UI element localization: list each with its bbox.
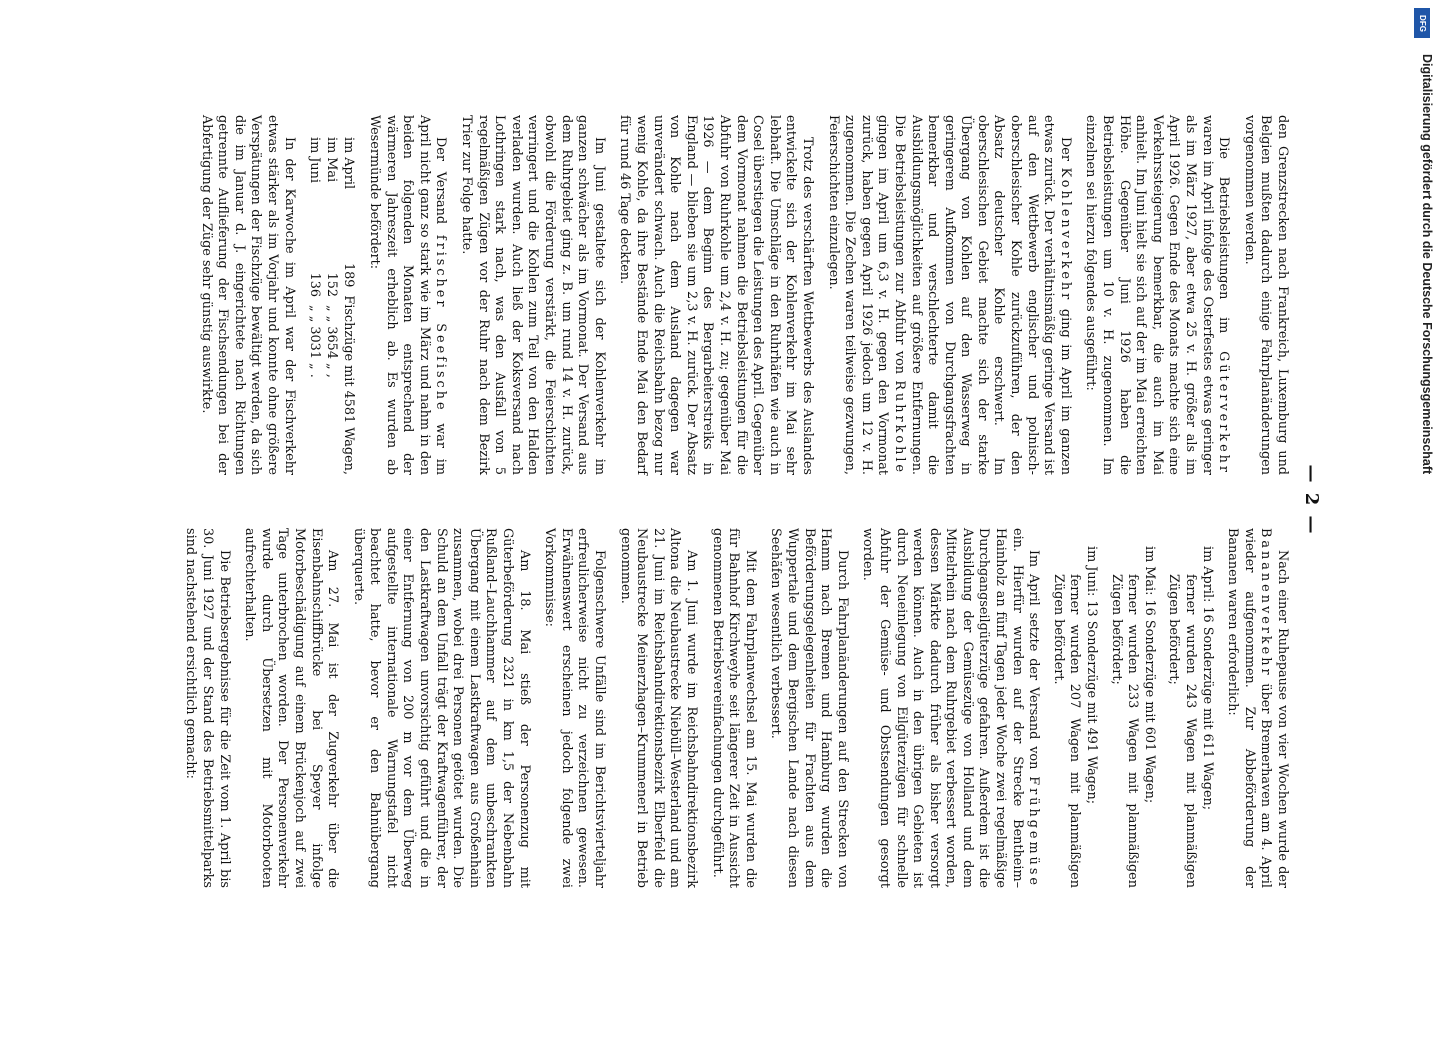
left-column bbox=[188, 115, 1290, 475]
paragraph: Der Versand frischer Seefische war im April nicht ganz so stark wie im März und nahm in den beiden folgenden Monaten entsprechend der wärmeren Jahreszeit erheblich ab. Es wurden ab Wesermünde befördert: bbox=[367, 115, 449, 475]
banana-stat: im Juni: 13 Sonderzüge mit 491 Wagen; ferner wurden 207 Wagen mit planmäßigen Zügen befördert. bbox=[1050, 546, 1100, 888]
banana-stat: im April: 16 Sonderzüge mit 611 Wagen; ferner wurden 243 Wagen mit planmäßigen Zügen befördert; bbox=[1166, 546, 1215, 888]
paragraph: Im Juni gestaltete sich der Kohlenverkehr im ganzen schwächer als im Vormonat. Der Versand aus dem Ruhrgebiet ging z. B. um rund 14 v. H. zurück, obwohl die Förderung verstärkt, die Feierschichten verringert und die Kohlen zum Teil von den Halden verladen wurden. Auch ließ der Koksversand nach Lothringen stark nach, was den Ausfall von 5 regelmäßigen Zügen vor der Ruhr nach dem Bezirk Trier zur Folge hatte. bbox=[459, 115, 607, 475]
table-row: im April 189 Fischzüge mit 4581 Wagen, bbox=[340, 137, 356, 475]
paragraph: Am 27. Mai ist der Zugverkehr über die Eisenbahnschiffbrücke bei Speyer infolge Motorbeschädigung auf einem Brückenjoch auf zwei Tage unterbrochen worden. Der Personenverkehr wurde durch Übersetzen mit Motorbooten aufrechterhalten. bbox=[242, 528, 341, 888]
paragraph: Am 18. Mai stieß der Personenzug mit Güterbeförderung 2321 in km 1,5 der Nebenbahn Rußland–Lauchhammer auf dem unbeschrankten Übergang mit einem Lastkraftwagen aus Großenhain zusammen, wobei drei Personen getötet wurden. Die Schuld an dem Unfall trägt der Kraftwagenführer, der den Lastkraftwagen unvorsichtig geführt und die in einer Entfernung von 200 m vor dem Überweg aufgestellte internationale Warnungstafel nicht beachtet hatte, bevor er den Bahnübergang überquerte. bbox=[350, 528, 532, 888]
digitization-note: Digitalisierung gefördert durch die Deutsche Forschungsgemeinschaft bbox=[1420, 54, 1434, 475]
paragraph: Mit dem Fahrplanwechsel am 15. Mai wurden die für Bahnhof Kirchweyhe seit längerer Zeit in Aussicht genommenen Betriebsvereinfachungen durchgeführt. bbox=[709, 528, 758, 888]
paragraph: Nach einer Ruhepause von vier Wochen wurde der Bananenverkehr über Bremerhaven am 4. April wieder aufgenommen. Zur Abbeförderung der Bananen waren erforderlich: bbox=[1225, 528, 1290, 888]
table-row: im Mai 152 „ „ 3654 „ , bbox=[323, 137, 339, 378]
digitization-sidebar bbox=[1396, 0, 1434, 1000]
paragraph: Die Betriebsergebnisse für die Zeit vom 1. April bis 30. Juni 1927 und der Stand des Betriebsmittelparks sind nachstehend ersichtlich gemacht: bbox=[183, 528, 232, 888]
paragraph: Durch Fahrplanänderungen auf den Strecken von Hamm nach Bremen und Hamburg wurden die Beförderungsgelegenheiten für Frachten aus dem Wuppertale und dem Bergischen Lande nach diesen Seehäfen wesentlich verbessert. bbox=[768, 528, 850, 888]
paragraph: Folgenschwere Unfälle sind im Berichtsvierteljahr erfreulicherweise nicht zu verzeichnen gewesen. Erwähnenswert erscheinen jedoch folgende zwei Vorkommnisse: bbox=[542, 528, 608, 888]
right-column bbox=[173, 528, 1290, 888]
paragraph: Die Betriebsleistungen im Güterverkehr waren im April infolge des Osterfestes etwas geringer als im März 1927, aber etwa 25 v. H. größer als im April 1926. Gegen Ende des Monats machte sich eine Verkehrssteigerung bemerkbar, die auch im Mai anhielt. Im Juni hielt sie sich auf der im Mai erreichten Höhe. Gegenüber Juni 1926 haben die Betriebsleistungen um 10 v. H. zugenommen. Im einzelnen sei hierzu folgendes ausgeführt: bbox=[1083, 115, 1232, 475]
paragraph: Im April setzte der Versand von Frühgemüse ein. Hierfür wurden auf der Strecke Bentheim–Hainholz an fünf Tagen jeder Woche zwei regelmäßige Durchgangseilgüterzüge gefahren. Außerdem ist die Ausbildung der Gemüsezüge von Holland und dem Mittelrhein nach dem Ruhrgebiet verbessert worden, dessen Märkte dadurch früher als bisher versorgt werden können. Auch in den übrigen Gebieten ist durch Neueinlegung von Eilgüterzügen für schnelle Abfuhr der Gemüse- und Obstsendungen gesorgt worden. bbox=[860, 528, 1042, 888]
table-row: im Juni 136 „ „ 3031 „ . bbox=[306, 137, 322, 378]
paragraph: den Grenzstrecken nach Frankreich, Luxemburg und Belgien mußten dadurch einige Fahrplanänderungen vorgenommen werden. bbox=[1241, 115, 1290, 475]
rotated-document-page bbox=[50, 0, 1330, 1000]
page-number: — 2 — bbox=[1301, 464, 1322, 536]
paragraph: In der Karwoche im April war der Fischverkehr etwas stärker als im Vorjahr und konnte ohne größere Verspätungen der Fischzüge bewältigt werden, da sich die im Januar d. J. eingerichtete nach Richtungen getrennte Auflieferung der Fischsendungen bei der Abfertigung der Züge sehr günstig auswirkte. bbox=[198, 115, 297, 475]
banana-stat: im Mai: 16 Sonderzüge mit 601 Wagen; ferner wurden 233 Wagen mit planmäßigen Zügen befördert; bbox=[1108, 546, 1157, 888]
paragraph: Trotz des verschärften Wettbewerbs des Auslandes entwickelte sich der Kohlenverkehr im Mai sehr lebhaft. Die Umschläge in den Ruhrhäfen wie auch in Cosel überstiegen die Leistungen des April. Gegenüber dem Vormonat nahmen die Betriebsleistungen für die Abfuhr von Ruhrkohle um 2,4 v. H. zu; gegenüber Mai 1926 — dem Beginn des Bergarbeiterstreiks in England — blieben sie um 2,3 v. H. zurück. Der Absatz von Kohle nach dem Ausland dagegen war unverändert schwach. Auch die Reichsbahn bezog nur wenig Kohle, da ihre Bestände Ende Mai den Bedarf für rund 46 Tage deckten. bbox=[617, 115, 815, 475]
paragraph: Am 1. Juni wurde im Reichsbahndirektionsbezirk Altona die Neubaustrecke Niebüll–Westerland und am 21. Juni im Reichsbahndirektionsbezirk Elberfeld die Neubaustrecke Meinerzhagen–Krummenerl in Betrieb genommen. bbox=[617, 528, 699, 888]
fish-trains-table bbox=[306, 115, 357, 475]
dfg-logo: DFG bbox=[1414, 8, 1430, 38]
paragraph: Der Kohlenverkehr ging im April im ganzen etwas zurück. Der verhältnismäßig geringe Versand ist auf den Wettbewerb englischer und polnisch-oberschlesischer Kohle zurückzuführen, der den Absatz deutscher Kohle erschwert. Im oberschlesischen Gebiet machte sich der starke Übergang von Kohlen auf den Wasserweg in geringerem Aufkommen von Durchgangsfrachten bemerkbar und verschlechterte damit die Ausbildungsmöglichkeiten auf größere Entfernungen. Die Betriebsleistungen zur Abfuhr von Ruhrkohle gingen im April um 6,3 v. H. gegen den Vormonat zurück, haben gegen April 1926 jedoch um 12 v. H. zugenommen. Die Zechen waren teilweise gezwungen, Feierschichten einzulegen. bbox=[825, 115, 1073, 475]
